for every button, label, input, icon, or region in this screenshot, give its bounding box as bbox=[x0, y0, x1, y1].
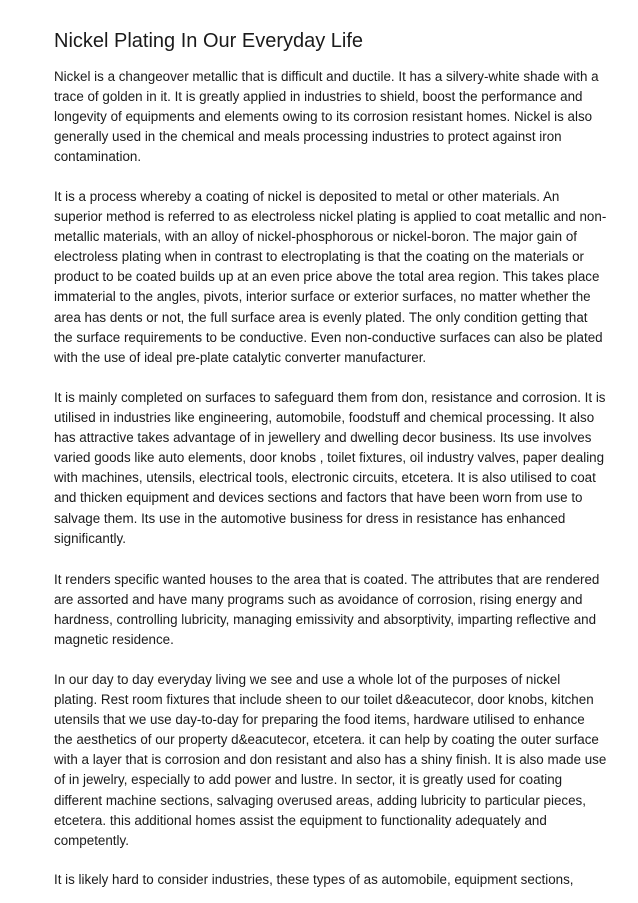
paragraph-line: product to be coated builds up at an even price above the total area region. This takes place bbox=[54, 269, 600, 285]
paragraph-line: area has dents or not, the full surface area is evenly plated. The only condition getting that bbox=[54, 309, 588, 325]
paragraph-line: It renders specific wanted houses to the area that is coated. The attributes that are rendered bbox=[54, 572, 600, 587]
document-title: Nickel Plating In Our Everyday Life bbox=[54, 30, 364, 52]
paragraph-line: with the use of ideal pre-plate catalytic converter manufacturer. bbox=[54, 349, 427, 365]
paragraph-2 bbox=[54, 187, 606, 368]
paragraph-line: the surface requirements to be conductive. Even non-conductive surfaces can also be plated bbox=[54, 329, 603, 345]
paragraph-line: competently. bbox=[54, 832, 129, 848]
paragraph-line: has attractive takes advantage of in jewellery and dwelling decor business. Its use involves bbox=[54, 430, 592, 446]
paragraph-line: different machine sections, salvaging overused areas, adding lubricity to particular pieces, bbox=[54, 792, 586, 808]
document-page bbox=[54, 0, 607, 903]
paragraph-line: longevity of equipments and elements owing to its corrosion resistant homes. Nickel is also bbox=[54, 109, 593, 125]
paragraph-line: salvage them. Its use in the automotive business for dress in resistance has enhanced bbox=[54, 510, 566, 526]
paragraph-line: and thicken equipment and devices sections and factors that have been worn from use to bbox=[54, 490, 583, 506]
paragraph-line: trace of golden in it. It is greatly applied in industries to shield, boost the performance and bbox=[54, 89, 583, 105]
paragraph-3 bbox=[54, 388, 606, 549]
paragraph-line: It is mainly completed on surfaces to safeguard them from don, resistance and corrosion. It is bbox=[54, 390, 606, 405]
paragraph-line: significantly. bbox=[54, 530, 126, 546]
paragraph-line: It is likely hard to consider industries, these types of as automobile, equipment sections, bbox=[54, 872, 574, 887]
paragraph-line: of in jewelry, especially to add power and lustre. In sector, it is greatly used for coating bbox=[54, 772, 563, 788]
paragraph-line: with a layer that is corrosion and don resistant and also has a shiny finish. It is also made use bbox=[54, 752, 607, 768]
paragraph-line: metallic materials, with an alloy of nickel-phosphorous or nickel-boron. The major gain of bbox=[54, 229, 577, 245]
paragraph-1 bbox=[54, 67, 599, 167]
paragraph-line: etcetera. this additional homes assist the equipment to functionality adequately and bbox=[54, 812, 547, 828]
paragraph-line: plating. Rest room fixtures that include sheen to our toilet d&eacutecor, door knobs, kitchen bbox=[54, 692, 594, 708]
paragraph-line: utensils that we use day-to-day for preparing the food items, hardware utilised to enhance bbox=[54, 712, 585, 728]
paragraph-line: electroless plating when in contrast to electroplating is that the coating on the materials or bbox=[54, 249, 584, 265]
paragraph-line: are assorted and have many programs such as avoidance of corrosion, rising energy and bbox=[54, 592, 583, 608]
paragraph-line: contamination. bbox=[54, 149, 142, 165]
paragraph-line: with machines, utensils, electrical tools, electronic circuits, etcetera. It is also utilised to coat bbox=[54, 470, 596, 486]
paragraph-line: magnetic residence. bbox=[54, 632, 174, 648]
paragraph-6 bbox=[54, 870, 574, 890]
paragraph-line: Nickel is a changeover metallic that is difficult and ductile. It has a silvery-white shade with a bbox=[54, 69, 599, 84]
paragraph-line: In our day to day everyday living we see and use a whole lot of the purposes of nickel bbox=[54, 672, 561, 687]
paragraph-5 bbox=[54, 670, 606, 851]
paragraph-4 bbox=[54, 570, 599, 650]
paragraph-line: utilised in industries like engineering, automobile, foodstuff and chemical processing. It also bbox=[54, 410, 595, 426]
paragraph-line: It is a process whereby a coating of nickel is deposited to metal or other materials. An bbox=[54, 189, 560, 204]
paragraph-line: immaterial to the angles, pivots, interior surface or exterior surfaces, no matter whether the bbox=[54, 289, 591, 305]
paragraph-line: varied goods like auto elements, door knobs , toilet fixtures, oil industry valves, paper dealing bbox=[54, 450, 605, 466]
paragraph-line: generally used in the chemical and meals processing industries to protect against iron bbox=[54, 129, 562, 145]
paragraph-line: superior method is referred to as electroless nickel plating is applied to coat metallic and non- bbox=[54, 209, 607, 225]
paragraph-line: hardness, controlling lubricity, managing emissivity and absorptivity, imparting reflective and bbox=[54, 612, 597, 628]
paragraph-line: the aesthetics of our property d&eacutecor, etcetera. it can help by coating the outer surface bbox=[54, 732, 599, 748]
